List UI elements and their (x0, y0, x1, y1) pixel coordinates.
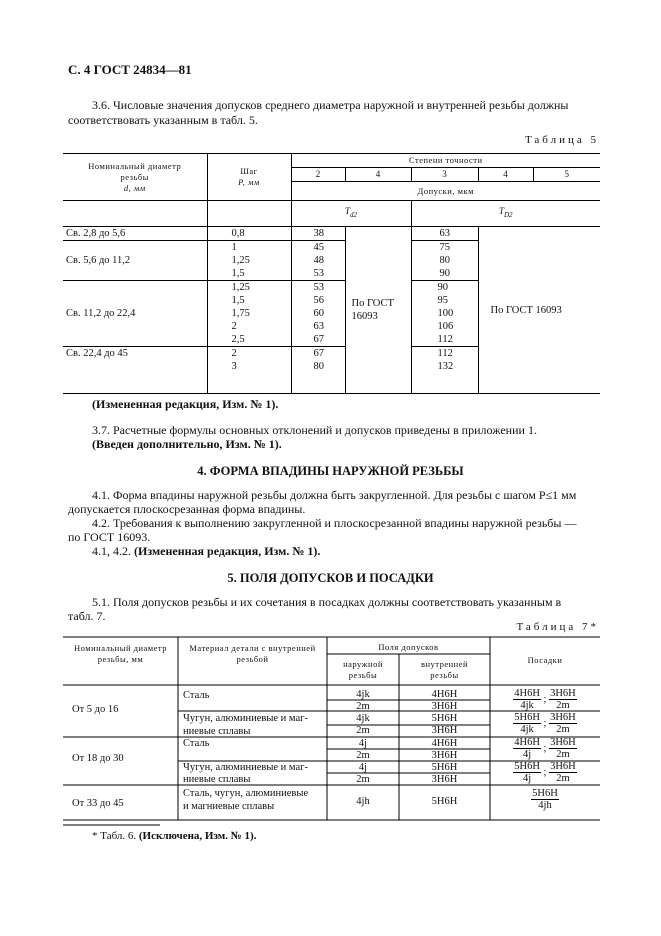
t5-range-2: Св. 5,6 до 11,2 (63, 241, 207, 281)
t7-int: 4H6H (431, 689, 458, 700)
t7-material: ниевые сплавы (183, 774, 251, 785)
t5-td2-list: 67 80 (291, 347, 345, 394)
t7-int: 3H6H (431, 750, 458, 761)
para-3-6-line1: 3.6. Числовые значения допусков среднего диаметра наружной и внутренней резьбы должны (92, 98, 569, 112)
para-5-1-line1: 5.1. Поля допусков резьбы и их сочетания в посадках должны соответствовать указанным в (92, 595, 562, 609)
t5-tD2-list: 112 132 (411, 347, 478, 394)
t5-range-4: Св. 22,4 до 45 (63, 347, 207, 394)
footnote: * Табл. 6. (Исключена, Изм. № 1). (92, 830, 257, 842)
para-5-1-line2: табл. 7. (68, 609, 106, 623)
t7-range-1: От 5 до 16 (72, 704, 119, 715)
t7-range-3: От 33 до 45 (72, 798, 124, 809)
para-3-7-note: (Введен дополнительно, Изм. № 1). (92, 437, 282, 451)
t7-material: Сталь (183, 738, 210, 749)
t7-int: 5H6H (431, 713, 458, 724)
para-3-6-line2: соответствовать указанным в табл. 5. (68, 113, 258, 127)
t7-material: Чугун, алюминиевые и маг- (183, 762, 308, 773)
t5-tD2-list: 75 80 90 (411, 241, 478, 281)
t7-header-material: Материал детали с внутренней резьбой (189, 643, 316, 664)
t5-td2-list: 53 56 60 63 67 (291, 281, 345, 347)
t7-ext: 2m (356, 701, 370, 712)
t7-header-fields: Поля допусков (378, 642, 439, 652)
t7-fit: $\frac{5H6H}{4j}$ ; $\frac{3H6H}{2m}$ (514, 761, 576, 784)
section-5-title: 5. ПОЛЯ ДОПУСКОВ И ПОСАДКИ (227, 571, 434, 585)
t7-ext: 4jk (356, 713, 370, 724)
t5-td2-value: 38 (291, 227, 345, 241)
t5-range-1: Св. 2,8 до 5,6 (63, 227, 207, 241)
page-header: С. 4 ГОСТ 24834—81 (68, 62, 192, 77)
t7-ext: 4j (358, 738, 368, 749)
t7-fit: $\frac{5H6H}{4jk}$ ; $\frac{3H6H}{2m}$ (514, 712, 576, 735)
t5-pitch-list: 1,25 1,5 1,75 2 2,5 (207, 281, 291, 347)
t5-header-pitch: Шаг P, мм (207, 154, 291, 201)
t7-int: 5H6H (431, 796, 458, 807)
t7-material: ниевые сплавы (183, 726, 251, 737)
t5-range-3: Св. 11,2 до 22,4 (63, 281, 207, 347)
t7-ext: 4j (358, 762, 368, 773)
note-changed-1: (Измененная редакция, Изм. № 1). (92, 397, 279, 411)
t7-ext: 4jh (356, 796, 370, 807)
t5-gost-left: По ГОСТ 16093 (345, 227, 411, 394)
t5-grade-3: 3 (411, 168, 478, 182)
t5-header-diameter: Номинальный диаметр резьбы d, мм (63, 154, 207, 201)
t7-header-fits: Посадки (527, 655, 563, 665)
t5-gost-right: По ГОСТ 16093 (478, 227, 600, 394)
t7-material: Сталь, чугун, алюминиевые (183, 788, 309, 799)
t7-int: 5H6H (431, 762, 458, 773)
t7-material: и магниевые сплавы (183, 801, 275, 812)
t7-int: 3H6H (431, 725, 458, 736)
section-4-title: 4. ФОРМА ВПАДИНЫ НАРУЖНОЙ РЕЗЬБЫ (197, 464, 464, 478)
t7-fit: $\frac{4H6H}{4j}$ ; $\frac{3H6H}{2m}$ (514, 737, 576, 760)
para-3-7: 3.7. Расчетные формулы основных отклонений и допусков приведены в приложении 1. (92, 423, 537, 437)
table5-caption: Таблица 5 (524, 134, 599, 146)
t5-tolerances-label: Допуски, мкм (291, 182, 600, 201)
t7-ext: 4jk (356, 689, 370, 700)
t5-grade-4b: 4 (478, 168, 533, 182)
t5-tD2-list: 90 95 100 106 112 (411, 281, 478, 347)
para-4-1-line1: 4.1. Форма впадины наружной резьбы должна быть закругленной. Для резьбы с шагом P≤1 мм (92, 488, 577, 502)
t7-ext: 2m (356, 774, 370, 785)
t7-header-external: наружной резьбы (343, 659, 383, 680)
t7-fit: $\frac{4H6H}{4jk}$ ; $\frac{3H6H}{2m}$ (514, 688, 576, 711)
t5-header-grades: Степени точности (291, 154, 600, 168)
para-4-2-line1: 4.2. Требования к выполнению закругленной и плоскосрезанной впадины наружной резьбы — (92, 516, 577, 530)
t5-td2-list: 45 48 53 (291, 241, 345, 281)
table7-caption: Таблица 7* (516, 621, 599, 633)
para-4-1-4-2-note: 4.1, 4.2. (Измененная редакция, Изм. № 1). (92, 544, 321, 558)
t7-fit: $\frac{5H6H}{4jh}$ (532, 788, 558, 811)
para-4-2-line2: по ГОСТ 16093. (68, 530, 151, 544)
t5-grade-5: 5 (533, 168, 600, 182)
t5-tD2-value: 63 (411, 227, 478, 241)
para-4-1-line2: допускается плоскосрезанная форма впадины. (68, 502, 306, 516)
t7-range-2: От 18 до 30 (72, 753, 124, 764)
t7-material: Чугун, алюминиевые и маг- (183, 713, 308, 724)
t7-int: 3H6H (431, 701, 458, 712)
t5-pitch: 0,8 (207, 227, 291, 241)
t5-pitch-list: 1 1,25 1,5 (207, 241, 291, 281)
t5-grade-4a: 4 (345, 168, 411, 182)
t7-ext: 2m (356, 725, 370, 736)
t7-header-internal: внутренней резьбы (420, 659, 469, 680)
t5-header-td2: $T_{d2}$ (291, 201, 411, 227)
t7-header-diameter: Номинальный диаметр резьбы, мм (74, 643, 167, 664)
t7-material: Сталь (183, 690, 210, 701)
t5-grade-2: 2 (291, 168, 345, 182)
t5-pitch-list: 2 3 (207, 347, 291, 394)
t7-int: 4H6H (431, 738, 458, 749)
t7-ext: 2m (356, 750, 370, 761)
t5-header-tD2: $T_{D2}$ (411, 201, 600, 227)
t7-int: 3H6H (431, 774, 458, 785)
